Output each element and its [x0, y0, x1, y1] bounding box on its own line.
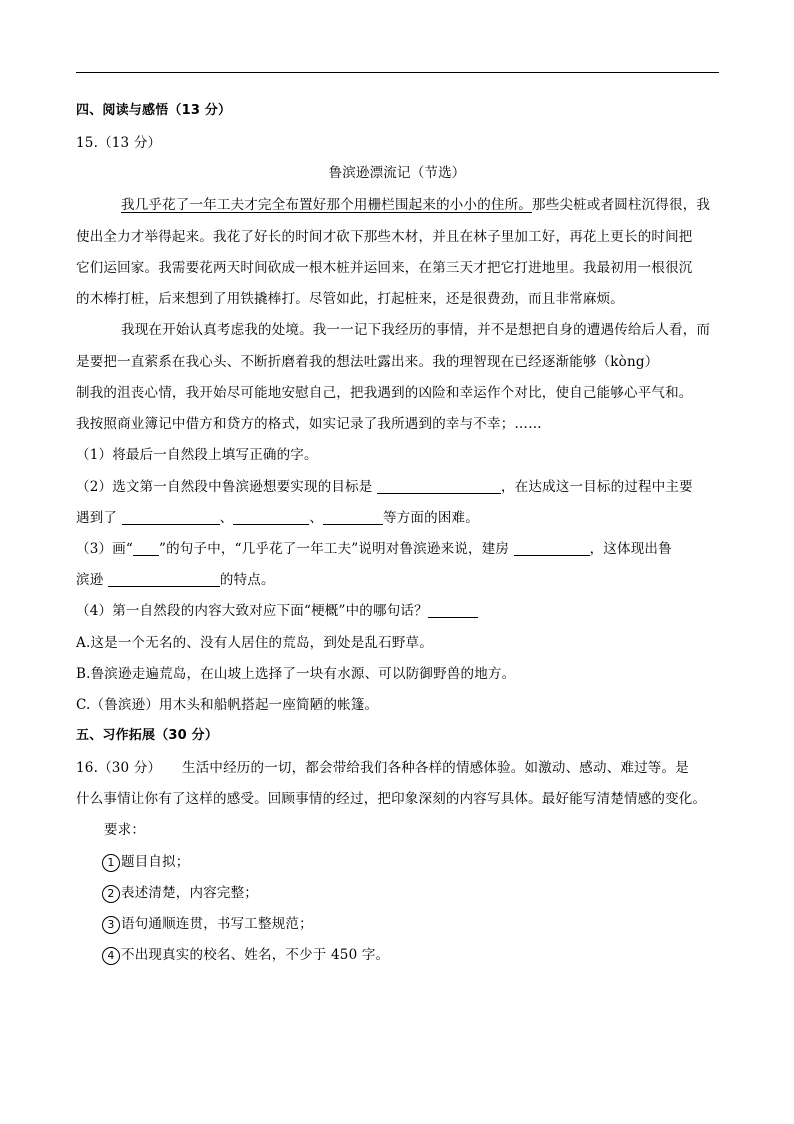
subquestion-2-line1: （2）选文第一自然段中鲁滨逊想要实现的目标是 ，在达成这一目标的过程中主要: [76, 479, 693, 495]
subquestion-1: （1）将最后一自然段上填写正确的字。: [76, 447, 318, 463]
requirement-item: 4 不出现真实的校名、姓名，不少于 450 字。: [102, 945, 389, 965]
circled-number: 2: [102, 885, 120, 903]
subquestion-2-line2: 遇到了 、 、 等方面的困难。: [76, 510, 479, 526]
passage-p2-line1: 我现在开始认真考虑我的处境。我一一记下我经历的事情，并不是想把自身的遭遇传给后人看，而: [121, 322, 711, 338]
header-rule: [76, 72, 719, 73]
answer-blank[interactable]: [323, 509, 383, 525]
circled-number: 1: [102, 854, 120, 872]
circled-number: 4: [102, 947, 120, 965]
answer-blank[interactable]: [377, 478, 501, 494]
question16-line1: 16.（30 分） 生活中经历的一切，都会带给我们各种各样的情感体验。如激动、感动、难过等。是: [76, 760, 689, 776]
question15-label: 15.（13 分）: [76, 135, 162, 151]
passage-title: 鲁滨逊漂流记（节选）: [328, 165, 466, 181]
option-b: B.鲁滨逊走遍荒岛，在山坡上选择了一块有水源、可以防御野兽的地方。: [76, 666, 516, 682]
subquestion-3-line2: 滨逊 的特点。: [76, 572, 275, 588]
subquestion-3-line1: （3）画“ ”的句子中，“几乎花了一年工夫”说明对鲁滨逊来说，建房 ，这体现出鲁: [76, 541, 672, 557]
requirements-label: 要求：: [104, 822, 146, 838]
subquestion-4: （4）第一自然段的内容大致对应下面“梗概”中的哪句话？: [76, 601, 478, 621]
passage-p2-line4: 我按照商业簿记中借方和贷方的格式，如实记录了我所遇到的幸与不幸；……: [76, 416, 542, 432]
option-c: C.（鲁滨逊）用木头和船帆搭起一座简陋的帐篷。: [76, 697, 379, 713]
section4-heading: 四、阅读与感悟（13 分）: [76, 103, 232, 118]
answer-blank[interactable]: [108, 571, 220, 587]
passage-p2-line2: 是要把一直萦系在我心头、不断折磨着我的想法吐露出来。我的理智现在已经逐渐能够（kòng）: [76, 354, 659, 370]
answer-blank[interactable]: [514, 540, 590, 556]
passage-p1-line4: 的木棒打桩，后来想到了用铁撬棒打。尽管如此，打起桩来，还是很费劲，而且非常麻烦。: [76, 291, 624, 307]
underlined-sentence: 我几乎花了一年工夫才完全布置好那个用栅栏围起来的小小的住所。: [121, 197, 532, 213]
requirement-item: 2 表述清楚，内容完整；: [102, 883, 258, 903]
passage-p1-line3: 它们运回家。我需要花两天时间砍成一根木桩并运回来，在第三天才把它打进地里。我最初用一根很沉: [76, 260, 693, 276]
passage-p1-line1: 我几乎花了一年工夫才完全布置好那个用栅栏围起来的小小的住所。那些尖桩或者圆柱沉得很，我: [121, 197, 711, 213]
circled-number: 3: [102, 916, 120, 934]
answer-blank[interactable]: [233, 509, 309, 525]
passage-p2-line3: 制我的沮丧心情，我开始尽可能地安慰自己，把我遇到的凶险和幸运作个对比，使自己能够心平气和。: [76, 385, 693, 401]
question16-line2: 什么事情让你有了这样的感受。回顾事情的经过，把印象深刻的内容写具体。最好能写清楚情感的变化。: [76, 791, 707, 807]
answer-blank[interactable]: [122, 509, 220, 525]
answer-blank[interactable]: [428, 602, 478, 618]
requirement-item: 3 语句通顺连贯，书写工整规范；: [102, 914, 313, 934]
option-a: A.这是一个无名的、没有人居住的荒岛，到处是乱石野草。: [76, 635, 433, 651]
passage-p1-line2: 使出全力才举得起来。我花了好长的时间才砍下那些木材，并且在林子里加工好，再花上更长的时间把: [76, 229, 693, 245]
underline-marker: [133, 540, 159, 556]
requirement-item: 1 题目自拟；: [102, 852, 190, 872]
section5-heading: 五、习作拓展（30 分）: [76, 728, 219, 743]
